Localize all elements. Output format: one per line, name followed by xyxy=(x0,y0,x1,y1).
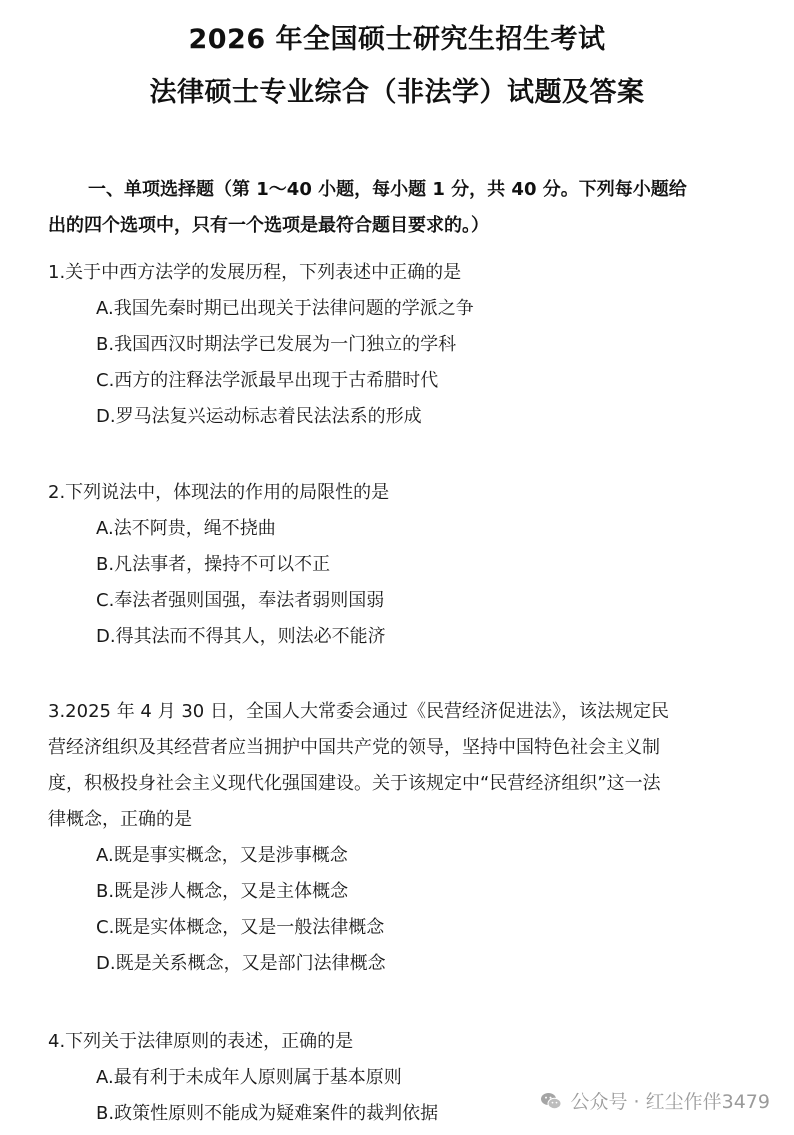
question-stem: 1.关于中西方法学的发展历程，下列表述中正确的是 xyxy=(48,262,462,283)
option-c: C.西方的注释法学派最早出现于古希腊时代 xyxy=(96,370,439,391)
option-d: D.既是关系概念，又是部门法律概念 xyxy=(96,953,386,974)
section-heading xyxy=(48,172,748,244)
option-a: A.我国先秦时期已出现关于法律问题的学派之争 xyxy=(96,298,474,319)
question-stem-line4: 律概念，正确的是 xyxy=(48,809,192,830)
section-heading-line2: 出的四个选项中，只有一个选项是最符合题目要求的。） xyxy=(48,215,489,236)
watermark-text: 公众号 · 红尘作伴3479 xyxy=(570,1091,770,1113)
section-heading-line1: 一、单项选择题（第 1～40 小题，每小题 1 分，共 40 分。下列每小题给 xyxy=(88,179,687,200)
option-d: D.得其法而不得其人，则法必不能济 xyxy=(96,626,386,647)
page-title-line2: 法律硕士专业综合（非法学）试题及答案 xyxy=(149,77,645,108)
question-2 xyxy=(48,475,748,655)
option-a: A.最有利于未成年人原则属于基本原则 xyxy=(96,1067,402,1088)
question-stem-line1: 3.2025 年 4 月 30 日，全国人大常委会通过《民营经济促进法》，该法规定民 xyxy=(48,701,669,722)
option-b: B.凡法事者，操持不可以不正 xyxy=(96,554,331,575)
option-a: A.既是事实概念，又是涉事概念 xyxy=(96,845,348,866)
wechat-icon xyxy=(539,1089,563,1113)
question-stem-line2: 营经济组织及其经营者应当拥护中国共产党的领导，坚持中国特色社会主义制 xyxy=(48,737,660,758)
question-3 xyxy=(48,694,748,982)
question-stem-line3: 度，积极投身社会主义现代化强国建设。关于该规定中“民营经济组织”这一法 xyxy=(48,773,661,794)
option-d: D.罗马法复兴运动标志着民法法系的形成 xyxy=(96,406,422,427)
option-b: B.既是涉人概念，又是主体概念 xyxy=(96,881,349,902)
question-stem: 2.下列说法中，体现法的作用的局限性的是 xyxy=(48,482,390,503)
option-c: C.奉法者强则国强，奉法者弱则国弱 xyxy=(96,590,385,611)
question-stem: 4.下列关于法律原则的表述，正确的是 xyxy=(48,1031,354,1052)
option-a: A.法不阿贵，绳不挠曲 xyxy=(96,518,276,539)
option-c: C.既是实体概念，又是一般法律概念 xyxy=(96,917,385,938)
option-b: B.政策性原则不能成为疑难案件的裁判依据 xyxy=(96,1103,439,1124)
question-1 xyxy=(48,255,748,435)
option-b: B.我国西汉时期法学已发展为一门独立的学科 xyxy=(96,334,457,355)
question-4 xyxy=(48,1024,748,1132)
page-title-line1: 2026 年全国硕士研究生招生考试 xyxy=(188,24,606,55)
watermark xyxy=(539,1087,770,1114)
